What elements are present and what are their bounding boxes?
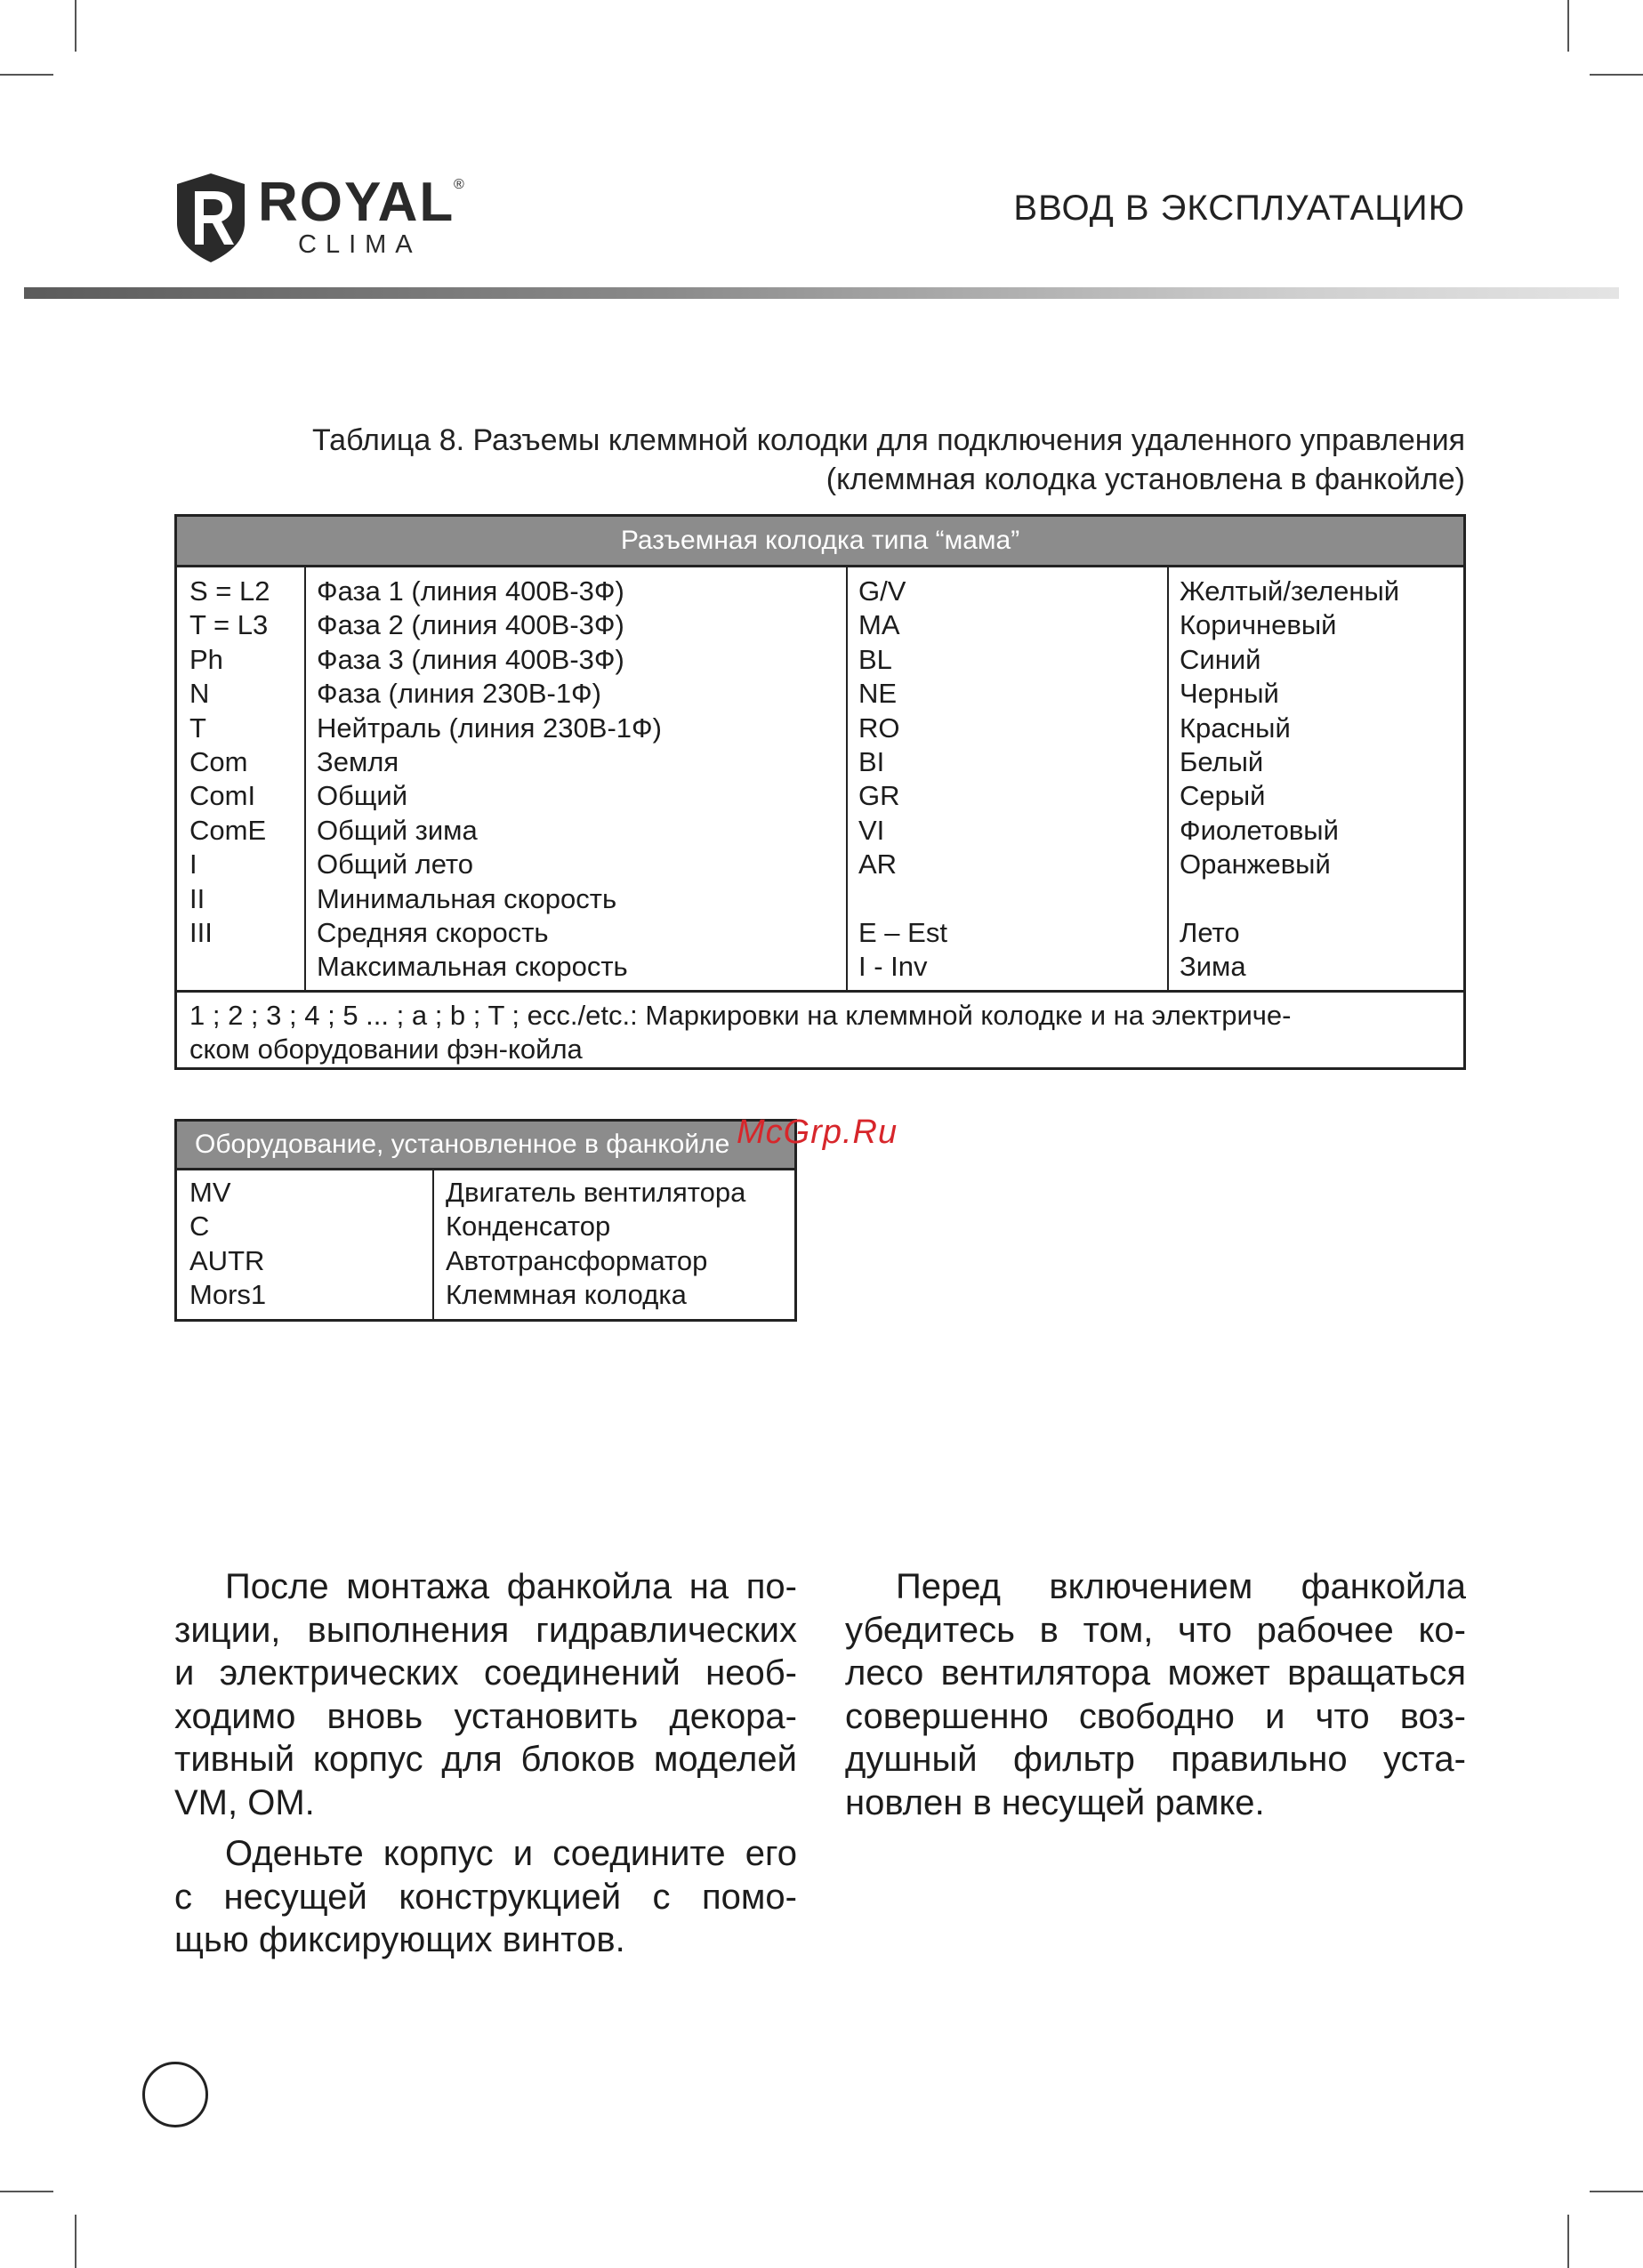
- equipment-table: [174, 1119, 797, 1322]
- table-cell: BI: [858, 745, 885, 777]
- table-cell: Фаза 1 (линия 400В-3Ф): [317, 575, 624, 607]
- page-number-circle: [142, 2062, 208, 2127]
- table-body: [177, 1170, 794, 1319]
- text-line: зиции, выполнения гидравлических: [174, 1610, 797, 1650]
- table-cell: Фаза 3 (линия 400В-3Ф): [317, 643, 624, 675]
- table-cell: Зима: [1180, 951, 1246, 983]
- color-code-column: [858, 575, 947, 985]
- table-cell: Желтый/зеленый: [1180, 575, 1400, 607]
- header-divider: [24, 287, 1619, 299]
- table-cell: AUTR: [189, 1244, 265, 1276]
- table-cell: MA: [858, 609, 900, 641]
- registered-mark: ®: [454, 177, 464, 192]
- text-line: и электрических соединений необ-: [174, 1653, 797, 1693]
- table-cell: Автотрансформатор: [446, 1244, 708, 1276]
- text-line: Оденьте корпус и соедините его: [225, 1834, 797, 1873]
- table-cell: Фаза (линия 230В-1Ф): [317, 678, 601, 710]
- column-divider: [432, 1170, 434, 1319]
- table-cell: Красный: [1180, 712, 1291, 744]
- table-cell: Оранжевый: [1180, 848, 1331, 881]
- crop-mark: [75, 0, 77, 52]
- table-cell: Mors1: [189, 1279, 267, 1311]
- table-cell: MV: [189, 1177, 231, 1208]
- table-cell: I - Inv: [858, 951, 928, 983]
- crop-mark: [1590, 74, 1643, 76]
- table-cell: ComI: [189, 780, 256, 812]
- left-paragraph-2: [174, 1832, 797, 1962]
- logo-text-clima: CLIMA: [298, 230, 422, 259]
- text-line: душный фильтр правильно уста-: [845, 1740, 1466, 1779]
- table-cell: BL: [858, 643, 892, 675]
- table-cell: RO: [858, 712, 900, 744]
- table-cell: C: [189, 1210, 210, 1243]
- table-cell: Фиолетовый: [1180, 814, 1339, 846]
- table-cell: G/V: [858, 575, 906, 607]
- table-cell: Общий: [317, 780, 408, 812]
- table-cell: Земля: [317, 745, 399, 777]
- table-cell: Минимальная скорость: [317, 882, 617, 914]
- color-name-column: [1180, 575, 1399, 985]
- table-cell: III: [189, 916, 213, 948]
- table-cell: II: [189, 882, 205, 914]
- table-cell: ComE: [189, 814, 267, 846]
- right-paragraph: [845, 1565, 1466, 1824]
- table-cell: Черный: [1180, 678, 1279, 710]
- table-cell: E – Est: [858, 916, 947, 948]
- table-header: Разъемная колодка типа “мама”: [177, 517, 1463, 567]
- table-cell: Белый: [1180, 745, 1264, 777]
- shield-r-icon: [173, 172, 248, 264]
- table-cell: S = L2: [189, 575, 270, 607]
- table-cell: Лето: [1180, 916, 1240, 948]
- table-cell: Конденсатор: [446, 1210, 611, 1243]
- description-column: [446, 1176, 745, 1313]
- crop-mark: [75, 2215, 77, 2268]
- royal-clima-logo: [173, 172, 494, 269]
- table-cell: AR: [858, 848, 898, 881]
- crop-mark: [0, 2191, 53, 2192]
- table-cell: Общий лето: [317, 848, 474, 881]
- table-cell: [1180, 882, 1399, 916]
- text-line: убедитесь в том, что рабочее ко-: [845, 1610, 1466, 1650]
- table-cell: GR: [858, 780, 900, 812]
- table-cell: NE: [858, 678, 898, 710]
- table-cell: I: [189, 848, 197, 881]
- text-line: новлен в несущей рамке.: [845, 1782, 1265, 1822]
- left-paragraph-1: [174, 1565, 797, 1824]
- table-header: Оборудование, установленное в фанкойле: [177, 1122, 794, 1170]
- table-cell: Клеммная колодка: [446, 1279, 687, 1311]
- table-cell: Ph: [189, 643, 223, 675]
- table-cell: T: [189, 712, 206, 744]
- section-title: ВВОД В ЭКСПЛУАТАЦИЮ: [1013, 189, 1465, 228]
- table-cell: VI: [858, 814, 885, 846]
- table-cell: Нейтраль (линия 230В-1Ф): [317, 712, 662, 744]
- table-cell: [858, 882, 947, 916]
- text-line: тивный корпус для блоков моделей: [174, 1740, 797, 1779]
- text-line: ходимо вновь установить декора-: [174, 1696, 797, 1736]
- text-line: с несущей конструкцией с помо-: [174, 1877, 797, 1917]
- logo-text-royal: ROYAL: [258, 172, 455, 233]
- code-column: [189, 1176, 266, 1313]
- table-cell: Средняя скорость: [317, 916, 549, 948]
- column-divider: [304, 567, 306, 990]
- crop-mark: [1590, 2191, 1643, 2192]
- table-cell: Коричневый: [1180, 609, 1337, 641]
- table-cell: Com: [189, 745, 248, 777]
- table-cell: Фаза 2 (линия 400В-3Ф): [317, 609, 624, 641]
- crop-mark: [0, 74, 53, 76]
- text-line: Перед включением фанкойла: [896, 1567, 1466, 1606]
- table-cell: Синий: [1180, 643, 1261, 675]
- text-line: совершенно свободно и что воз-: [845, 1696, 1466, 1736]
- table-body: [177, 567, 1463, 993]
- table-cell: T = L3: [189, 609, 269, 641]
- table-cell: [189, 950, 270, 984]
- table-cell: Двигатель вентилятора: [446, 1177, 746, 1208]
- column-divider: [1167, 567, 1169, 990]
- crop-mark: [1567, 2215, 1569, 2268]
- terminal-connectors-table: [174, 514, 1466, 1070]
- table8-caption-line1: Таблица 8. Разъемы клеммной колодки для подключения удаленного управления: [311, 423, 1465, 457]
- text-line: VM, OM.: [174, 1782, 315, 1822]
- description-column: [317, 575, 662, 985]
- text-line: лесо вентилятора может вращаться: [845, 1653, 1466, 1693]
- table-cell: Максимальная скорость: [317, 951, 628, 983]
- table-note-line: 1 ; 2 ; 3 ; 4 ; 5 ... ; a ; b ; T ; ecc./etc.: Маркировки на клеммной колодке и на электриче-: [189, 1000, 1292, 1031]
- table-cell: N: [189, 678, 210, 710]
- text-line: После монтажа фанкойла на по-: [225, 1567, 797, 1606]
- table8-caption-line2: (клеммная колодка установлена в фанкойле): [826, 462, 1465, 496]
- text-line: щью фиксирующих винтов.: [174, 1920, 625, 1959]
- table-cell: Серый: [1180, 780, 1266, 812]
- table-cell: Общий зима: [317, 814, 478, 846]
- watermark: McGrp.Ru: [737, 1114, 898, 1151]
- table-note: [177, 993, 1463, 1066]
- table-note-line: ском оборудовании фэн-койла: [189, 1033, 583, 1065]
- crop-mark: [1567, 0, 1569, 52]
- column-divider: [846, 567, 848, 990]
- code-column: [189, 575, 270, 985]
